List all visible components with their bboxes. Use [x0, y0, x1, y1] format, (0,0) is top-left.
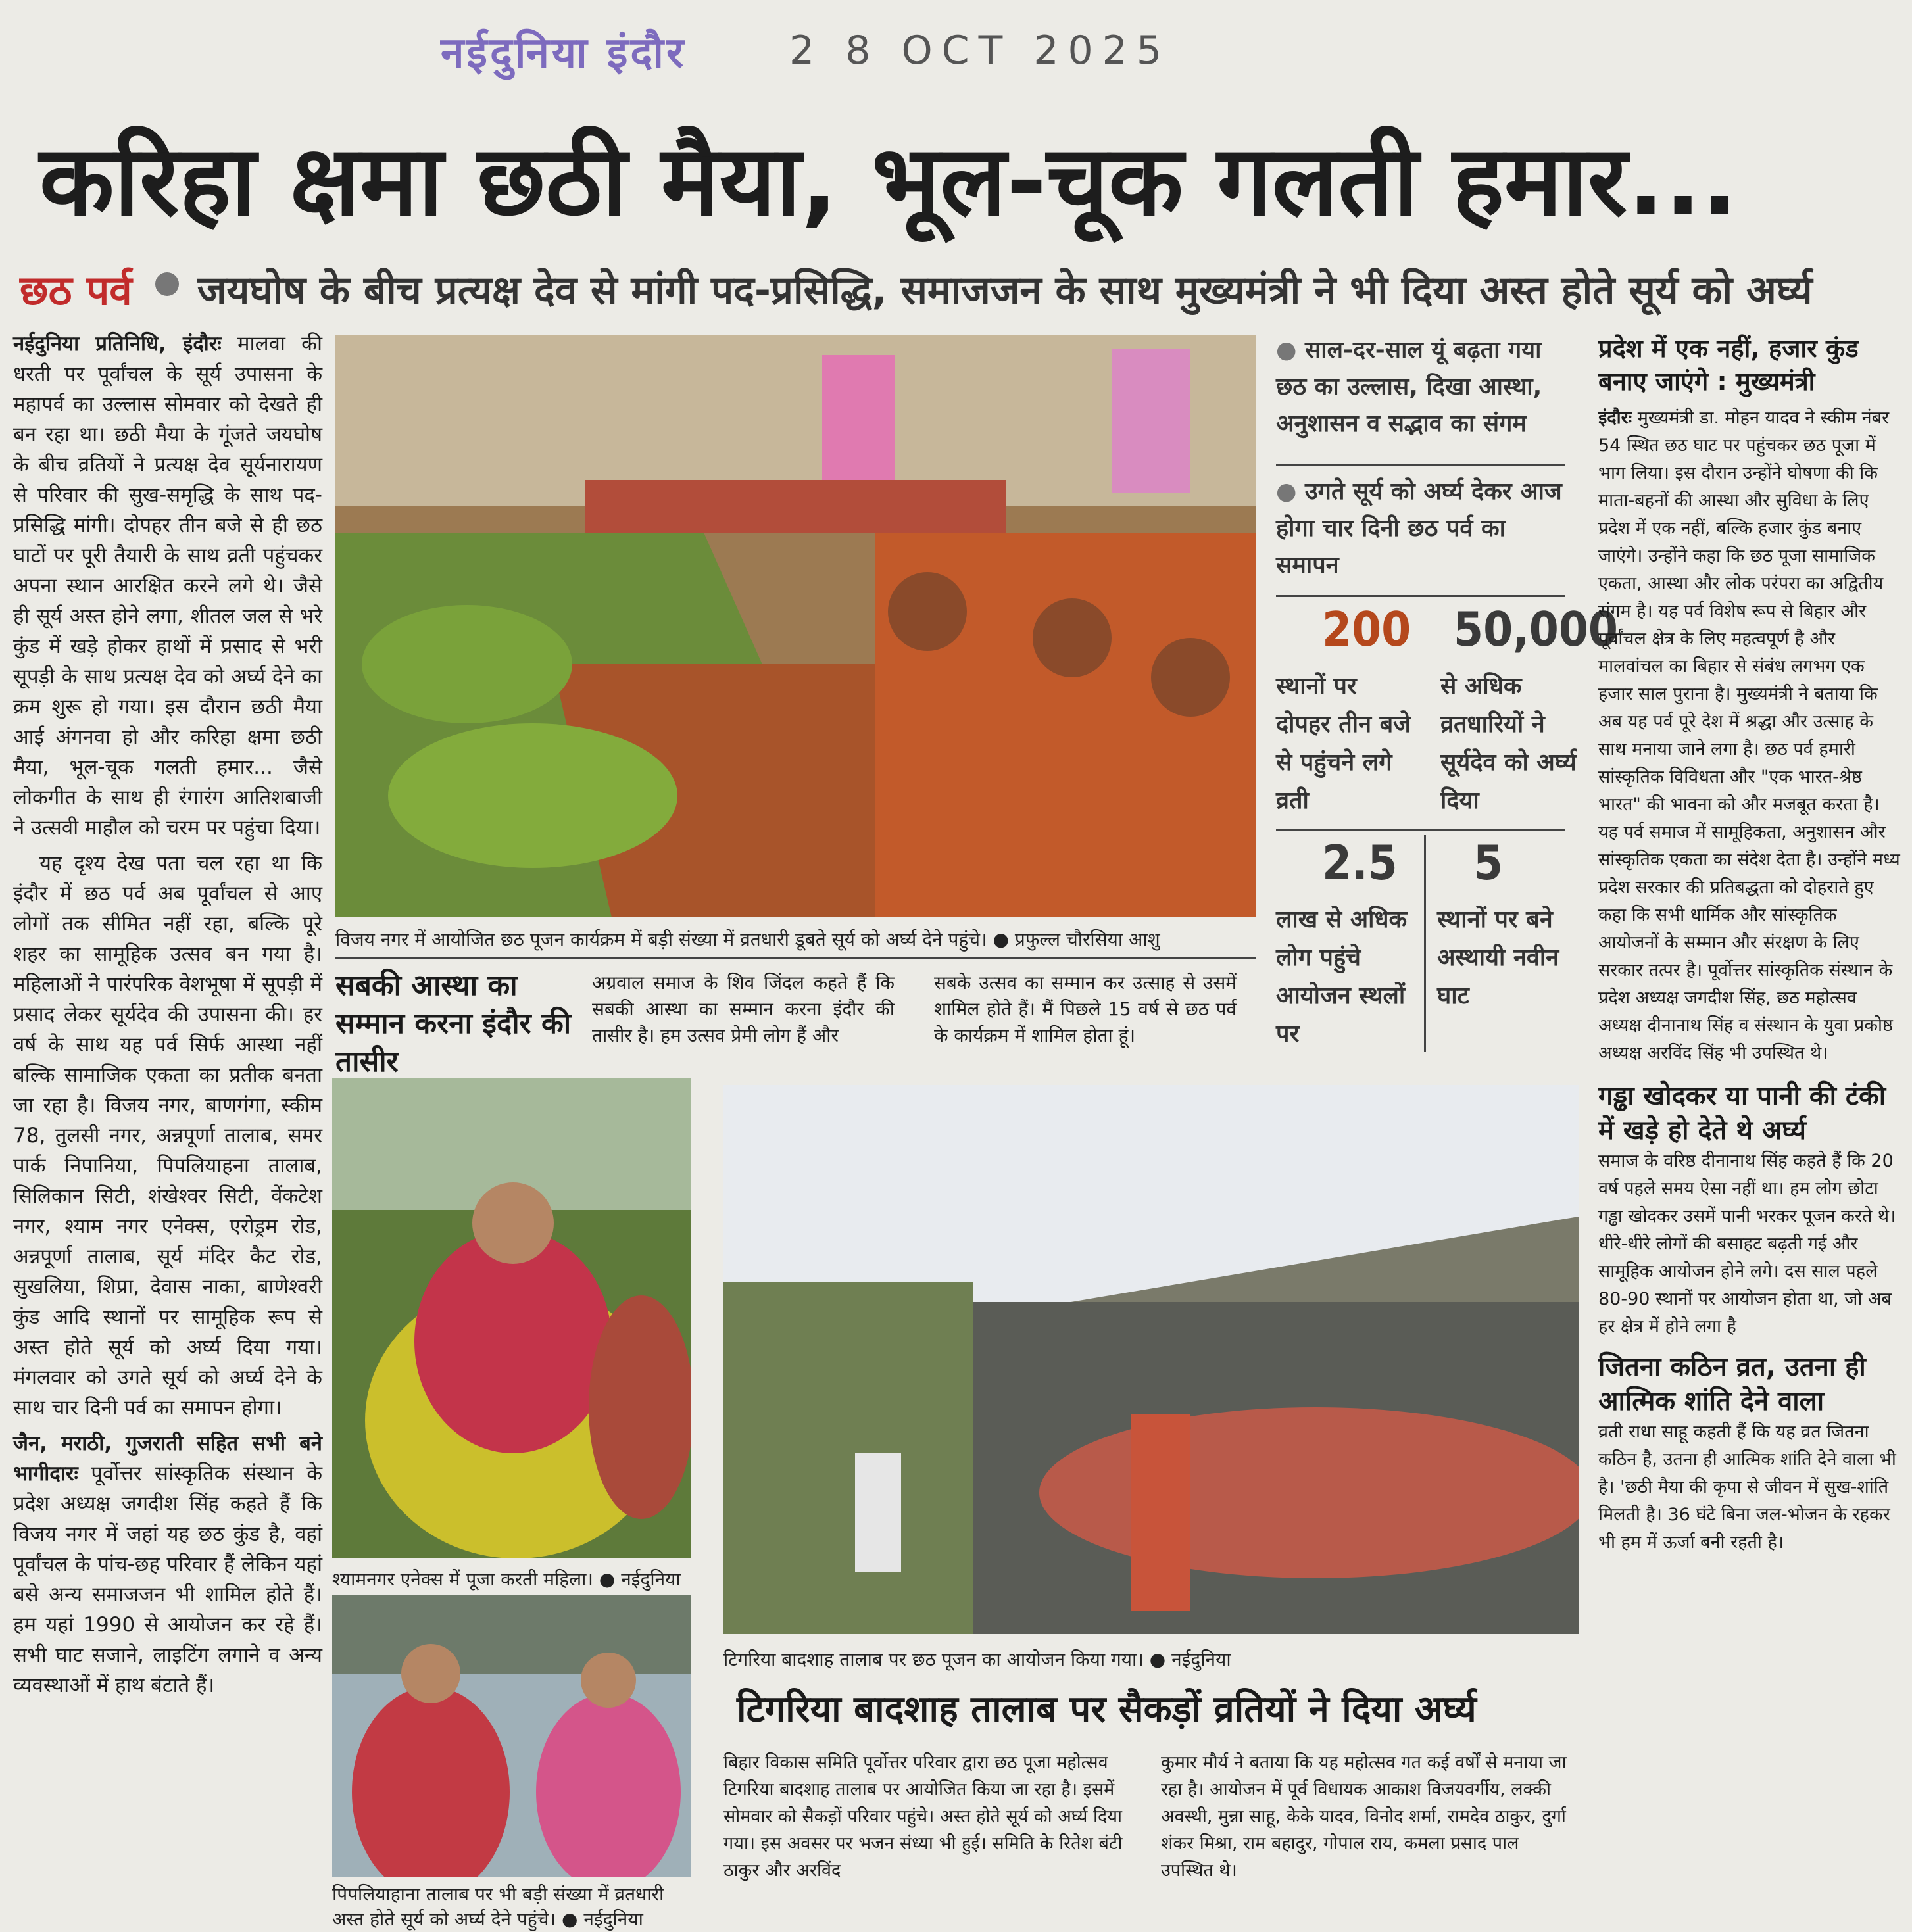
section-tag: छठ पर्व — [20, 266, 132, 314]
tigaria-photo — [723, 1085, 1579, 1634]
stat-text: से अधिक व्रतधारियों ने सूर्यदेव को अर्घ्य दिया — [1440, 673, 1577, 814]
aastha-heading: सबकी आस्था का सम्मान करना इंदौर की तासीर — [335, 969, 572, 1078]
fact-bullet: ● साल-दर-साल यूं बढ़ता गया छठ का उल्लास, दिखा आस्था, अनुशासन व सद्भाव का संगम — [1276, 332, 1579, 443]
section-heading: जितना कठिन व्रत, उतना ही आत्मिक शांति देने वाला — [1598, 1352, 1866, 1416]
section-heading: गड्ढा खोदकर या पानी की टंकी में खड़े हो देते थे अर्घ्य — [1598, 1081, 1886, 1146]
right-column — [1598, 332, 1901, 1557]
aastha-text-1: अग्रवाल समाज के शिव जिंदल कहते हैं कि सबकी आस्था का सम्मान करना इंदौर की तासीर है। हम उत्सव प्रेमी लोग हैं और — [592, 972, 895, 1046]
stat-number: 200 — [1322, 602, 1411, 657]
divider — [335, 957, 1256, 959]
body-paragraph: मालवा की धरती पर पूर्वांचल के सूर्य उपासना के महापर्व का उल्लास सोमवार को देखते ही बन रहा था। छठी मैया के गूंजते जयघोष के बीच व्रतियों ने प्रत्यक्ष देव सूर्यनारायण से परिवार की सुख-समृद्धि के साथ पद-प्रसिद्धि मांगी। दोपहर तीन बजे से ही छठ घाटों पर पूरी तैयारी के साथ व्रती पहुंचकर अपना स्थान आरक्षित करने लगे थे। जैसे ही सूर्य अस्त होने लगा, शीतल जल से भरे कुंड में खड़े होकर हाथों में प्रसाद से भरी सूपड़ी के साथ प्रत्यक्ष देव को अर्घ्य देने का क्रम शुरू हो गया। इस दौरान छठी मैया आई अंगनवा हो और करिहा क्षमा छठी मैया, भूल-चूक गलती हमार... जैसे लोकगीत के साथ ही रंगारंग आतिशबाजी ने उत्सवी माहौल को चरम पर पहुंचा दिया। — [13, 332, 323, 840]
photo-caption: टिगरिया बादशाह तालाब पर छठ पूजन का आयोजन किया गया। ● नईदुनिया — [723, 1649, 1231, 1670]
stat-number: 2.5 — [1322, 835, 1398, 890]
photo-credit: नईदुनिया — [583, 1908, 643, 1930]
date-stamp: 2 8 OCT 2025 — [789, 28, 1171, 74]
left-column — [13, 329, 322, 1701]
tigaria-text-2: कुमार मौर्य ने बताया कि यह महोत्सव गत कई वर्षों से मनाया जा रहा है। आयोजन में पूर्व विधायक आकाश विजयवर्गीय, लक्की अवस्थी, मुन्ना साहू, केके यादव, विनोद शर्मा, रामदेव ठाकुर, दुर्गा शंकर मिश्रा, राम बहादुर, गोपाल राय, कमला प्रसाद पाल उपस्थित थे। — [1161, 1752, 1567, 1881]
stat-number: 50,000 — [1454, 602, 1618, 657]
body-paragraph: समाज के वरिष्ठ दीनानाथ सिंह कहते हैं कि 20 वर्ष पहले समय ऐसा नहीं था। हम लोग छोटा गड्ढा खोदकर उसमें पानी भरकर पूजन करते थे। धीरे-धीरे लोगों की बसाहट बढ़ती गई और सामूहिक आयोजन होने लगे। दस साल पहले 80-90 स्थानों पर आयोजन होता था, जो अब हर क्षेत्र में होने लगा है — [1598, 1151, 1896, 1337]
aastha-text-2: सबके उत्सव का सम्मान कर उत्साह से उसमें शामिल होते हैं। मैं पिछले 15 वर्ष से छठ पर्व के कार्यक्रम में शामिल होता हूं। — [934, 972, 1237, 1046]
photo-credit: नईदुनिया — [621, 1568, 681, 1590]
pipliyahana-photo — [332, 1595, 691, 1877]
divider — [1276, 829, 1565, 831]
bullet-dot — [155, 272, 179, 296]
stat-text: लाख से अधिक लोग पहुंचे आयोजन स्थलों पर — [1276, 906, 1408, 1048]
divider — [1424, 835, 1426, 1052]
body-paragraph: मुख्यमंत्री डा. मोहन यादव ने स्कीम नंबर 54 स्थित छठ घाट पर पहुंचकर छठ पूजा में भाग लिया। इस दौरान उन्होंने घोषणा की कि माता-बहनों की आस्था और सुविधा के लिए प्रदेश में एक नहीं, बल्कि हजार कुंड बनाए जाएंगे। उन्होंने कहा कि छठ पूजा सामाजिक एकता, आस्था और लोक परंपरा का अद्वितीय संगम है। यह पर्व विशेष रूप से बिहार और पूर्वांचल क्षेत्र के लिए महत्वपूर्ण है और मालवांचल का बिहार से संबंध लगभग एक हजार साल पुराना है। मुख्यमंत्री ने बताया कि अब यह पर्व पूरे देश में श्रद्धा और उत्साह के साथ मनाया जाने लगा है। छठ पर्व हमारी सांस्कृतिक विविधता और "एक भारत-श्रेष्ठ भारत" की भावना को और मजबूत करता है। यह पर्व समाज में सामूहिकता, अनुशासन और सांस्कृतिक एकता का संदेश देता है। उन्होंने मध्य प्रदेश सरकार की प्रतिबद्धता को दोहराते हुए कहा कि सभी धार्मिक और सांस्कृतिक आयोजनों के सम्मान और संरक्षण के लिए सरकार तत्पर है। पूर्वोत्तर सांस्कृतिक संस्थान के प्रदेश अध्यक्ष जगदीश सिंह, छठ महोत्सव अध्यक्ष दीनानाथ सिंह व संस्थान के युवा प्रकोष्ठ अध्यक्ष अरविंद सिंह भी उपस्थित थे। — [1598, 408, 1900, 1063]
photo-caption: श्यामनगर एनेक्स में पूजा करती महिला। ● नईदुनिया — [332, 1568, 681, 1590]
cm-heading: प्रदेश में एक नहीं, हजार कुंड बनाए जाएंगे : मुख्यमंत्री — [1598, 334, 1859, 396]
dateline: नईदुनिया प्रतिनिधि, इंदौरः — [13, 332, 222, 356]
tigaria-text-1: बिहार विकास समिति पूर्वोत्तर परिवार द्वारा छठ पूजा महोत्सव टिगरिया बादशाह तालाब पर आयोजित किया जा रहा है। इसमें सोमवार को सैकड़ों परिवार पहुंचे। अस्त होते सूर्य को अर्घ्य दिया गया। इस अवसर पर भजन संध्या भी हुई। समिति के रितेश बंटी ठाकुर और अरविंद — [723, 1752, 1123, 1881]
photo-credit: प्रफुल्ल चौरसिया आशु — [1014, 929, 1160, 950]
body-paragraph: पूर्वोत्तर सांस्कृतिक संस्थान के प्रदेश अध्यक्ष जगदीश सिंह कहते हैं कि विजय नगर में जहां यह छठ कुंड है, वहां पूर्वांचल के पांच-छह परिवार हैं लेकिन यहां बसे अन्य समाजजन भी शामिल होते हैं। हम यहां 1990 से आयोजन कर रहे हैं। सभी घाट सजाने, लाइटिंग लगाने व अन्य व्यवस्थाओं में हाथ बंटाते हैं। — [13, 1462, 322, 1697]
main-photo — [335, 335, 1256, 917]
photo-caption: पिपलियाहाना तालाब पर भी बड़ी संख्या में व्रतधारी अस्त होते सूर्य को अर्घ्य देने पहुंचे। ● नईदुनिया — [332, 1883, 664, 1930]
tigaria-heading: टिगरिया बादशाह तालाब पर सैकड़ों व्रतियों ने दिया अर्घ्य — [737, 1688, 1477, 1731]
body-paragraph: यह दृश्य देख पता चल रहा था कि इंदौर में छठ पर्व अब पूर्वांचल से आए लोगों तक सीमित नहीं रहा, बल्कि पूरे शहर का सामूहिक उत्सव बन गया है। महिलाओं ने पारंपरिक वेशभूषा में सूपड़ी में प्रसाद लेकर सूर्यदेव की उपासना की। हर वर्ष के साथ यह पर्व सिर्फ आस्था नहीं बल्कि सामाजिक एकता का प्रतीक बनता जा रहा है। विजय नगर, बाणगंगा, स्कीम 78, तुलसी नगर, अन्नपूर्णा तालाब, समर पार्क निपानिया, पिपलियाहना तालाब, सिलिकान सिटी, शंखेश्वर सिटी, वेंकटेश नगर, श्याम नगर एनेक्स, एरोड्रम रोड, अन्नपूर्णा तालाब, सूर्य मंदिर कैट रोड, सुखलिया, शिप्रा, देवास नाका, बाणेश्वरी कुंड आदि स्थानों पर सामूहिक रूप से अस्त होते सूर्य को अर्घ्य दिया गया। मंगलवार को उगते सूर्य को अर्घ्य देने के साथ चार दिनी पर्व का समापन होगा। — [13, 852, 322, 1420]
divider — [1276, 595, 1565, 597]
stat-text: स्थानों पर दोपहर तीन बजे से पहुंचने लगे व्रती — [1276, 673, 1411, 814]
woman-puja-photo — [332, 1078, 691, 1558]
body-paragraph: व्रती राधा साहू कहती हैं कि यह व्रत जितना कठिन है, उतना ही आत्मिक शांति देने वाला भी है। 'छठी मैया की कृपा से जीवन में सुख-शांति मिलती है। 36 घंटे बिना जल-भोजन के रहकर भी हम में ऊर्जा बनी रहती है। — [1598, 1422, 1896, 1553]
newspaper-stamp: नईदुनिया इंदौर — [441, 29, 687, 78]
photo-caption: विजय नगर में आयोजित छठ पूजन कार्यक्रम में बड़ी संख्या में व्रतधारी डूबते सूर्य को अर्घ्य देने पहुंचे। ● प्रफुल्ल चौरसिया आशु — [335, 929, 1160, 950]
fact-bullet: ● उगते सूर्य को अर्घ्य देकर आज होगा चार दिनी छठ पर्व का समापन — [1276, 473, 1565, 584]
photo-credit: नईदुनिया — [1171, 1649, 1231, 1670]
divider — [1276, 464, 1565, 466]
stat-number: 5 — [1473, 835, 1504, 890]
headline: करिहा क्षमा छठी मैया, भूल-चूक गलती हमार... — [39, 124, 1738, 237]
stat-text: स्थानों पर बने अस्थायी नवीन घाट — [1437, 906, 1559, 1009]
dateline: इंदौरः — [1598, 408, 1632, 428]
subhead-inline: जैन, मराठी, गुजराती सहित सभी बने भागीदारः — [13, 1432, 322, 1485]
subheadline: जयघोष के बीच प्रत्यक्ष देव से मांगी पद-प्रसिद्धि, समाजजन के साथ मुख्यमंत्री ने भी दिया अस्त होते सूर्य को अर्घ्य — [197, 268, 1813, 314]
